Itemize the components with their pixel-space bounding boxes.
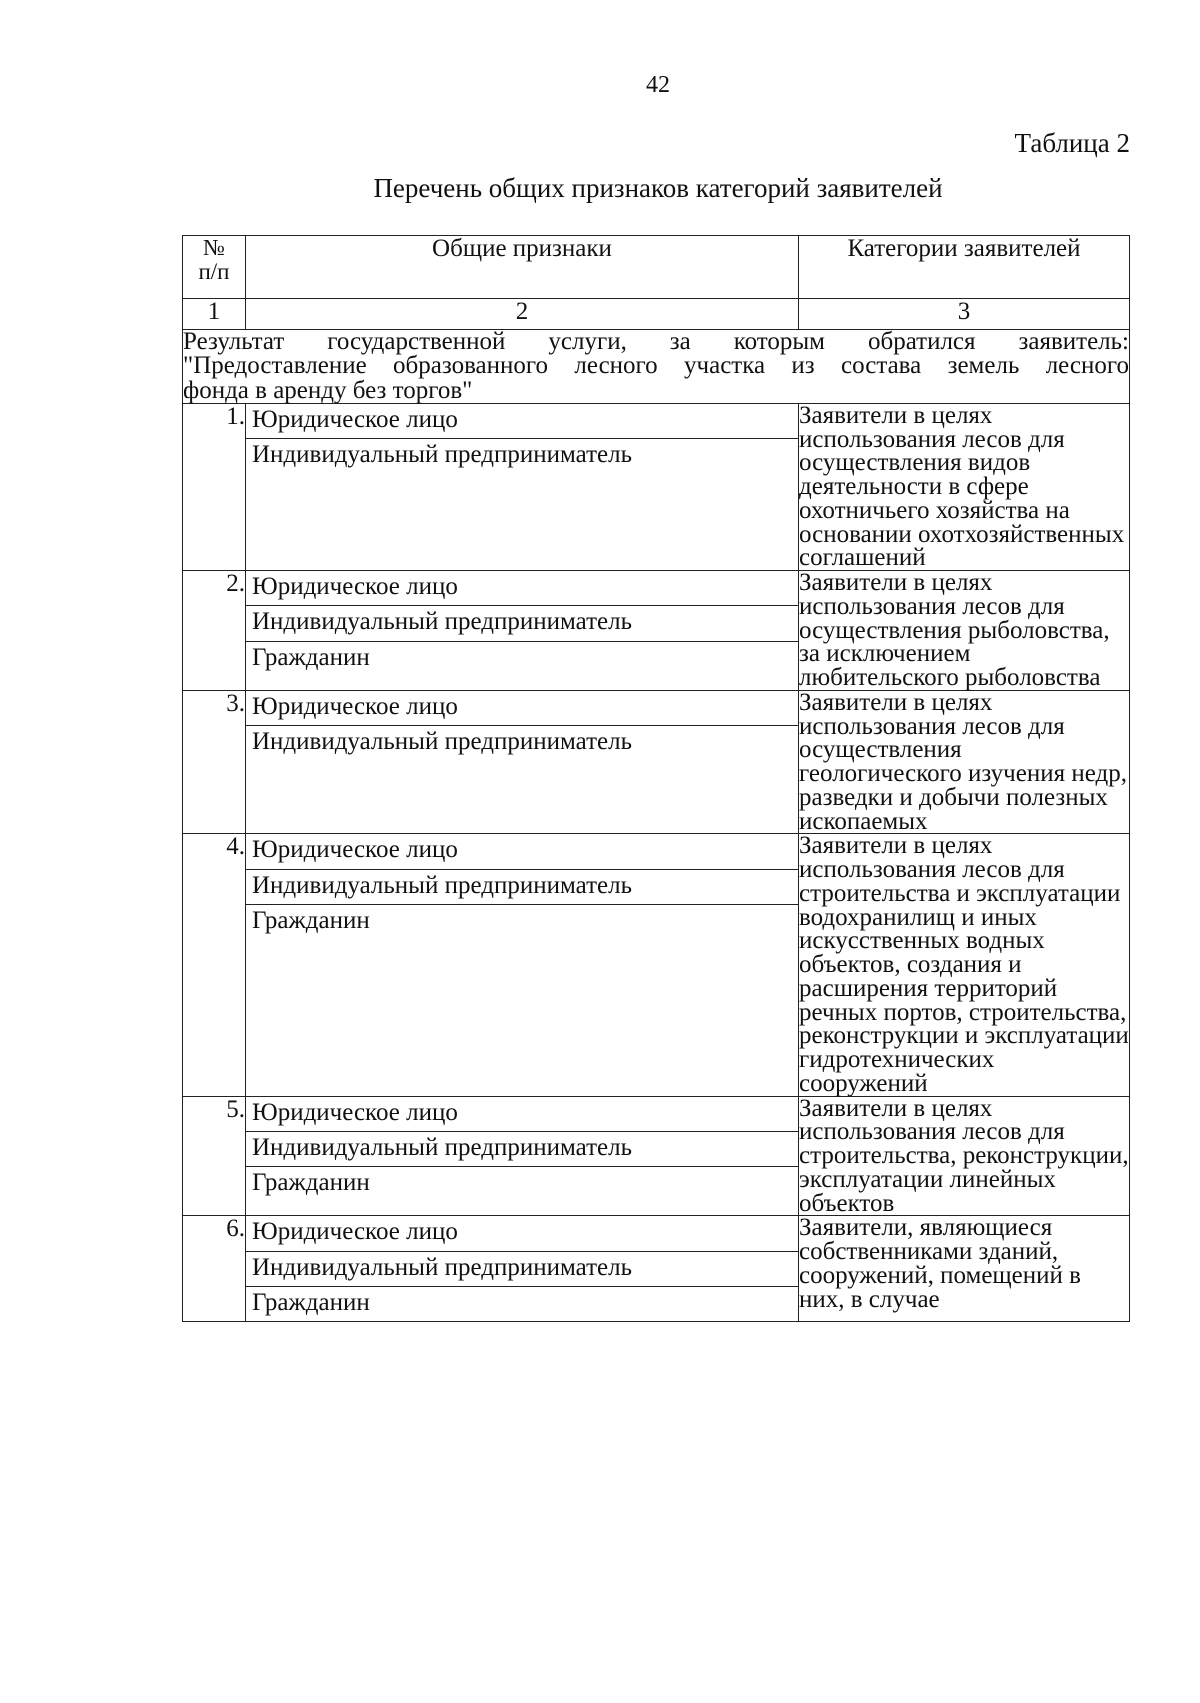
table-row: [183, 571, 1130, 691]
row-category: Заявители в целях использования лесов для строительства и эксплуатации водохранилищ и иных искусственных водных объектов, создания и расширения территорий речных портов, строительства, реконструкции и эксплуатации гидротехнических сооружений: [799, 832, 1129, 1097]
table-row: [183, 690, 1130, 834]
sign-legal-entity: Юридическое лицо: [246, 691, 798, 726]
service-result-line-1: Результат государственной услуги, за которым обратился заявитель:: [183, 328, 1129, 355]
page-number: 42: [646, 72, 670, 98]
header-signs: Общие признаки: [246, 236, 799, 299]
header-number: [183, 236, 246, 299]
row-category: Заявители в целях использования лесов для осуществления видов деятельности в сфере охотничьего хозяйства на основании охотхозяйственных соглашений: [799, 403, 1130, 570]
row-category: Заявители в целях использования лесов для строительства, реконструкции, эксплуатации линейных объектов: [799, 1094, 1129, 1217]
sign-legal-entity: Юридическое лицо: [246, 571, 798, 606]
service-result-text: [183, 330, 1130, 404]
sign-citizen: Гражданин: [252, 643, 370, 671]
sign-citizen: Гражданин: [252, 1288, 370, 1316]
sign-citizen: Гражданин: [252, 906, 370, 934]
row-signs: [246, 1096, 799, 1216]
row-number: 4.: [183, 834, 246, 1096]
header-categories: Категории заявителей: [799, 236, 1130, 299]
sign-legal-entity: Юридическое лицо: [246, 1097, 798, 1132]
sign-individual-entrepreneur: Индивидуальный предприниматель: [252, 728, 632, 755]
row-category: Заявители, являющиеся собственниками зданий, сооружений, помещений в них, в случае: [799, 1216, 1130, 1322]
row-signs: [246, 1216, 799, 1322]
header-number-abbrev: п/п: [198, 259, 230, 285]
row-category: Заявители в целях использования лесов для осуществления геологического изучения недр, разведки и добычи полезных ископаемых: [799, 690, 1130, 834]
row-signs: [246, 403, 799, 570]
header-number-symbol: №: [203, 235, 225, 260]
sign-individual-entrepreneur: Индивидуальный предприниматель: [246, 1132, 798, 1167]
table-row: [183, 834, 1130, 1096]
row-number: 3.: [183, 690, 246, 834]
column-index-row: [183, 299, 1130, 330]
row-signs: [246, 834, 799, 1096]
column-index-1: 1: [183, 299, 246, 330]
document-title: Перечень общих признаков категорий заявителей: [373, 173, 943, 203]
table-row: [183, 403, 1130, 570]
sign-individual-entrepreneur: Индивидуальный предприниматель: [246, 606, 798, 641]
table-header-row: [183, 236, 1130, 299]
sign-legal-entity: Юридическое лицо: [246, 834, 798, 869]
service-result-line-2: "Предоставление образованного лесного участка из состава земель лесного: [183, 352, 1129, 380]
service-result-row: [183, 330, 1130, 404]
sign-individual-entrepreneur: Индивидуальный предприниматель: [246, 870, 798, 905]
table-row: [183, 1096, 1130, 1216]
service-result-line-3: фонда в аренду без торгов": [183, 376, 473, 404]
sign-individual-entrepreneur: Индивидуальный предприниматель: [246, 1252, 798, 1287]
applicant-categories-table: [182, 235, 1130, 1322]
row-number: 1.: [183, 403, 246, 570]
table-label: Таблица 2: [1014, 128, 1130, 158]
table-row: [183, 1216, 1130, 1322]
row-category: Заявители в целях использования лесов для осуществления рыболовства, за исключением любительского рыболовства: [799, 571, 1130, 691]
row-signs: [246, 690, 799, 834]
column-index-3: 3: [799, 299, 1130, 330]
column-index-2: 2: [246, 299, 799, 330]
row-signs: [246, 571, 799, 691]
row-number: 5.: [183, 1096, 246, 1216]
sign-individual-entrepreneur: Индивидуальный предприниматель: [252, 441, 632, 468]
row-number: 2.: [183, 571, 246, 691]
sign-legal-entity: Юридическое лицо: [246, 1216, 798, 1251]
sign-legal-entity: Юридическое лицо: [246, 404, 798, 439]
sign-citizen: Гражданин: [252, 1169, 370, 1196]
row-number: 6.: [183, 1216, 246, 1322]
